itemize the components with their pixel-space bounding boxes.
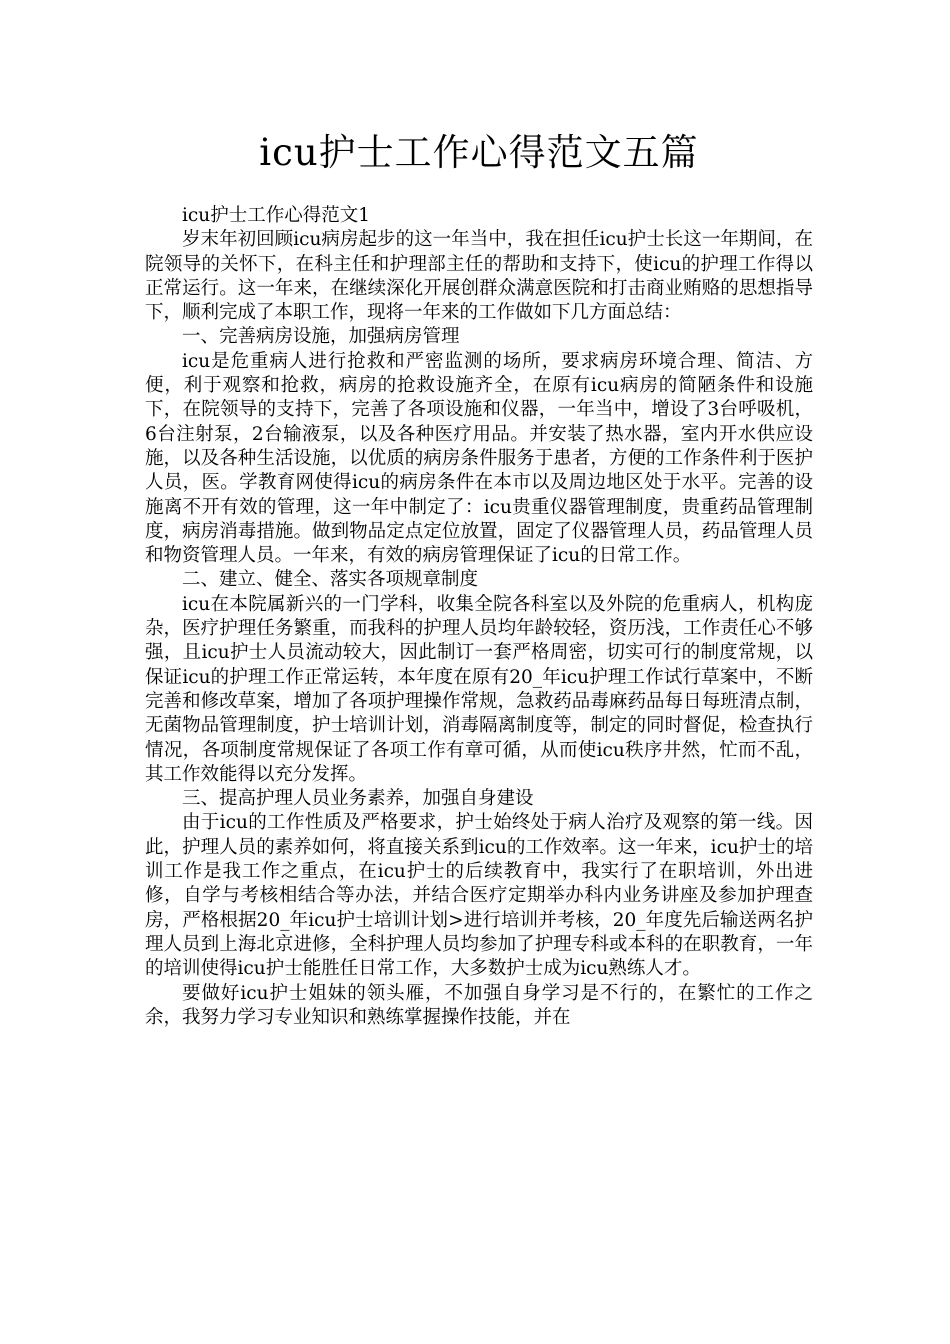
document-title: icu护士工作心得范文五篇 (259, 131, 699, 174)
paragraph-section-2: icu在本院属新兴的一门学科，收集全院各科室以及外院的危重病人，机构庞杂，医疗护理任务繁重，而我科的护理人员均年龄较轻，资历浅，工作责任心不够强，且icu护士人员流动较大，因此制订一套严格周密，切实可行的制度常规，以保证icu的护理工作正常运转，本年度在原有20_年icu护理工作试行草案中，不断完善和修改草案，增加了各项护理操作常规，急救药品毒麻药品每日每班清点制，无菌物品管理制度，护士培训计划，消毒隔离制度等，制定的同时督促，检查执行情况，各项制度常规保证了各项工作有章可循，从而使icu秩序井然，忙而不乱，其工作效能得以充分发挥。 (145, 593, 813, 785)
section-heading-1: 一、完善病房设施，加强病房管理 (182, 326, 460, 348)
paragraph-section-3: 由于icu的工作性质及严格要求，护士始终处于病人治疗及观察的第一线。因此，护理人员的素养如何，将直接关系到icu的工作效率。这一年来，icu护士的培训工作是我工作之重点，在icu护士的后续教育中，我实行了在职培训，外出进修，自学与考核相结合等办法，并结合医疗定期举办科内业务讲座及参加护理查房，严格根据20_年icu护士培训计划>进行培训并考核，20_年度先后输送两名护理人员到上海北京进修，全科护理人员均参加了护理专科或本科的在职教育，一年的培训使得icu护士能胜任日常工作，大多数护士成为icu熟练人才。 (145, 812, 813, 980)
paragraph-essay-heading: icu护士工作心得范文1 (182, 205, 370, 226)
paragraph-self-study: 要做好icu护士姐妹的领头雁，不加强自身学习是不行的，在繁忙的工作之余，我努力学习专业知识和熟练掌握操作技能，并在 (145, 982, 813, 1028)
paragraph-section-1: icu是危重病人进行抢救和严密监测的场所，要求病房环境合理、简洁、方便，利于观察和抢救，病房的抢救设施齐全，在原有icu病房的简陋条件和设施下，在院领导的支持下，完善了各项设施和仪器，一年当中，增设了3台呼吸机，6台注射泵，2台输液泵，以及各种医疗用品。并安装了热水器，室内开水供应设施，以及各种生活设施，以优质的病房条件服务于患者，方便的工作条件利于医护人员，医。学教育网使得icu的病房条件在本市以及周边地区处于水平。完善的设施离不开有效的管理，这一年中制定了：icu贵重仪器管理制度，贵重药品管理制度，病房消毒措施。做到物品定点定位放置，固定了仪器管理人员，药品管理人员和物资管理人员。一年来，有效的病房管理保证了icu的日常工作。 (145, 350, 813, 567)
document-page (145, 128, 813, 1030)
paragraph-intro: 岁末年初回顾icu病房起步的这一年当中，我在担任icu护士长这一年期间，在院领导的关怀下，在科主任和护理部主任的帮助和支持下，使icu的护理工作得以正常运行。这一年来，在继续深化开展创群众满意医院和打击商业贿赂的思想指导下，顺利完成了本职工作，现将一年来的工作做如下几方面总结： (145, 229, 813, 324)
section-heading-2: 二、建立、健全、落实各项规章制度 (182, 569, 479, 591)
section-heading-3: 三、提高护理人员业务素养，加强自身建设 (182, 788, 534, 810)
